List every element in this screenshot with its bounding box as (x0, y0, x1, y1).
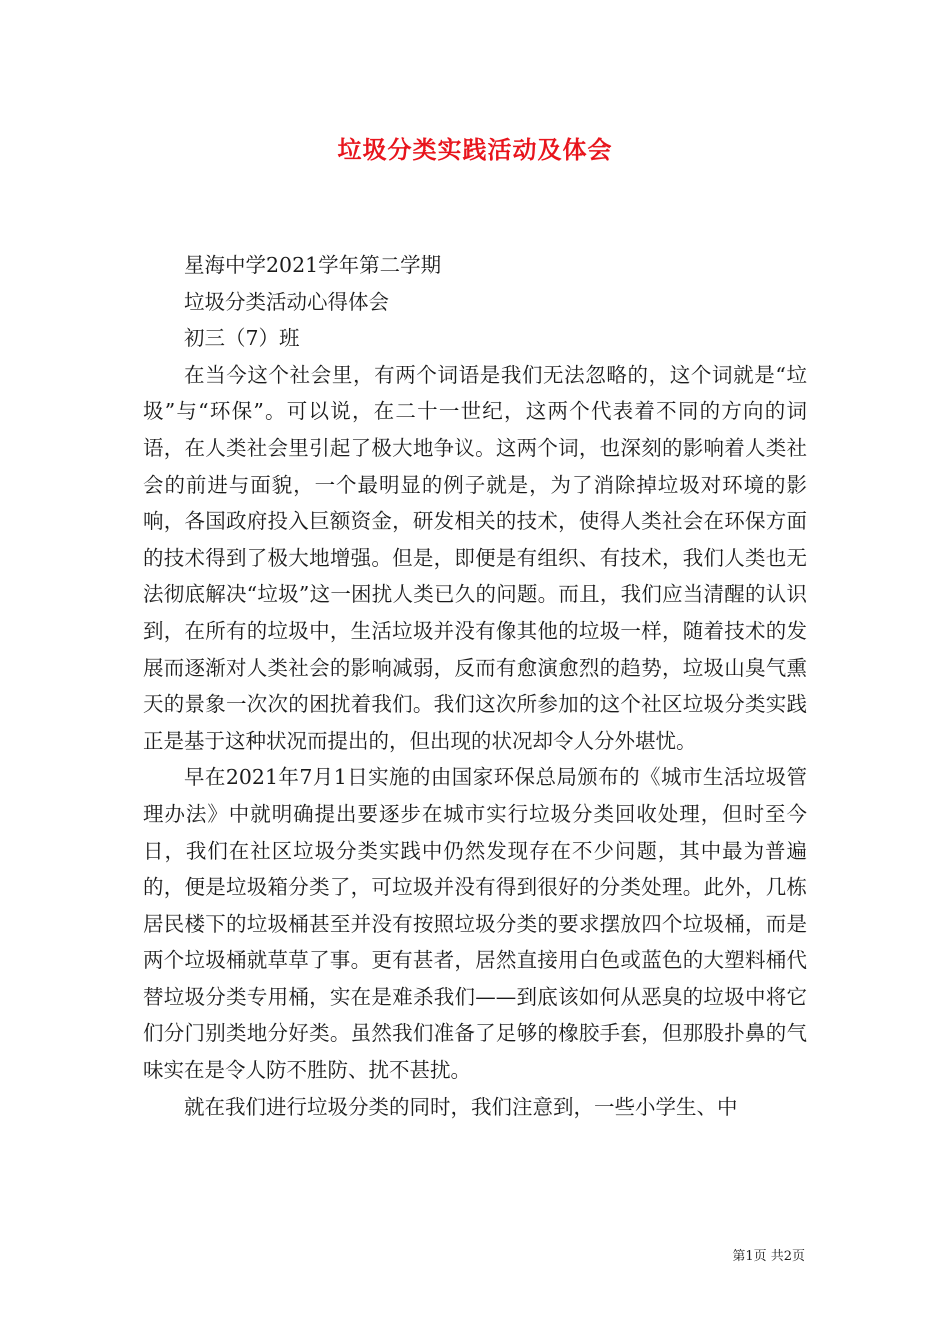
document-body (143, 247, 807, 1125)
paragraph-3: 就在我们进行垃圾分类的同时，我们注意到，一些小学生、中 (184, 1094, 738, 1119)
document-title: 垃圾分类实践活动及体会 (337, 135, 613, 164)
subject-line: 垃圾分类活动心得体会 (184, 289, 389, 314)
page-number-footer: 第1页 共2页 (732, 1249, 805, 1264)
school-term-line: 星海中学2021学年第二学期 (184, 253, 442, 277)
class-line: 初三（7）班 (184, 326, 300, 351)
paragraph-1: 在当今这个社会里，有两个词语是我们无法忽略的，这个词就是“垃圾”与“环保”。可以说，在二十一世纪，这两个代表着不同的方向的词语，在人类社会里引起了极大地争议。这两个词，也深刻的影响着人类社会的前进与面貌，一个最明显的例子就是，为了消除掉垃圾对环境的影响，各国政府投入巨额资金，研发相关的技术，使得人类社会在环保方面的技术得到了极大地增强。但是，即便是有组织、有技术，我们人类也无法彻底解决“垃圾”这一困扰人类已久的问题。而且，我们应当清醒的认识到，在所有的垃圾中，生活垃圾并没有像其他的垃圾一样，随着技术的发展而逐渐对人类社会的影响减弱，反而有愈演愈烈的趋势，垃圾山臭气熏天的景象一次次的困扰着我们。我们这次所参加的这个社区垃圾分类实践正是基于这种状况而提出的，但出现的状况却令人分外堪忧。 (143, 362, 807, 753)
paragraph-2: 早在2021年7月1日实施的由国家环保总局颁布的《城市生活垃圾管理办法》中就明确提出要逐步在城市实行垃圾分类回收处理，但时至今日，我们在社区垃圾分类实践中仍然发现存在不少问题，其中最为普遍的，便是垃圾箱分类了，可垃圾并没有得到很好的分类处理。此外，几栋居民楼下的垃圾桶甚至并没有按照垃圾分类的要求摆放四个垃圾桶，而是两个垃圾桶就草草了事。更有甚者，居然直接用白色或蓝色的大塑料桶代替垃圾分类专用桶，实在是难杀我们——到底该如何从恶臭的垃圾中将它们分门别类地分好类。虽然我们准备了足够的橡胶手套，但那股扑鼻的气味实在是令人防不胜防、扰不甚扰。 (143, 765, 807, 1083)
